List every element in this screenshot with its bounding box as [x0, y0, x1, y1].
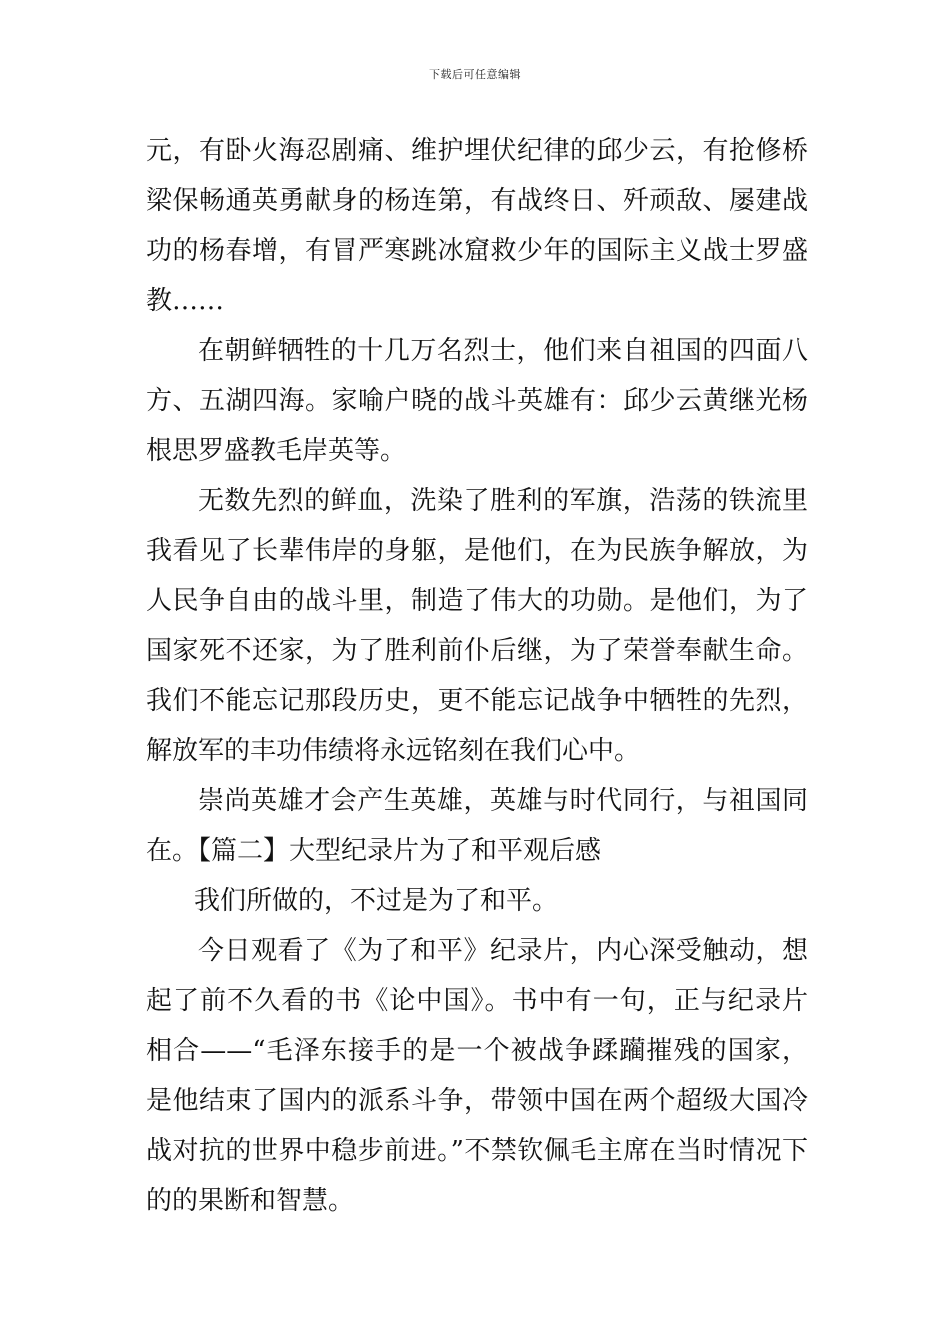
paragraph: 我们所做的，不过是为了和平。 [194, 886, 559, 916]
paragraph: 无数先烈的鲜血，洗染了胜利的军旗，浩荡的铁流里我看见了长辈伟岸的身躯，是他们，在为民族争解放，为人民争自由的战斗里，制造了伟大的功勋。是他们，为了国家死不还家，为了胜利前仆后继，为了荣誉奉献生命。我们不能忘记那段历史，更不能忘记战争中牺牲的先烈，解放军的丰功伟绩将永远铭刻在我们心中。 [146, 486, 808, 766]
document-body [146, 126, 808, 1226]
paragraph: 今日观看了《为了和平》纪录片，内心深受触动，想起了前不久看的书《论中国》。书中有一句，正与纪录片相合——“毛泽东接手的是一个被战争蹂躏摧残的国家，是他结束了国内的派系斗争，带领中国在两个超级大国冷战对抗的世界中稳步前进。”不禁钦佩毛主席在当时情况下的的果断和智慧。 [146, 936, 808, 1216]
paragraph: 崇尚英雄才会产生英雄，英雄与时代同行，与祖国同在。【篇二】大型纪录片为了和平观后感 [146, 786, 808, 866]
page-header: 下载后可任意编辑 [429, 68, 521, 81]
paragraph: 在朝鲜牺牲的十几万名烈士，他们来自祖国的四面八方、五湖四海。家喻户晓的战斗英雄有：邱少云黄继光杨根思罗盛教毛岸英等。 [146, 336, 808, 466]
paragraph: 元，有卧火海忍剧痛、维护埋伏纪律的邱少云，有抢修桥梁保畅通英勇献身的杨连第，有战终日、歼顽敌、屡建战功的杨春增，有冒严寒跳冰窟救少年的国际主义战士罗盛教…… [146, 136, 808, 316]
